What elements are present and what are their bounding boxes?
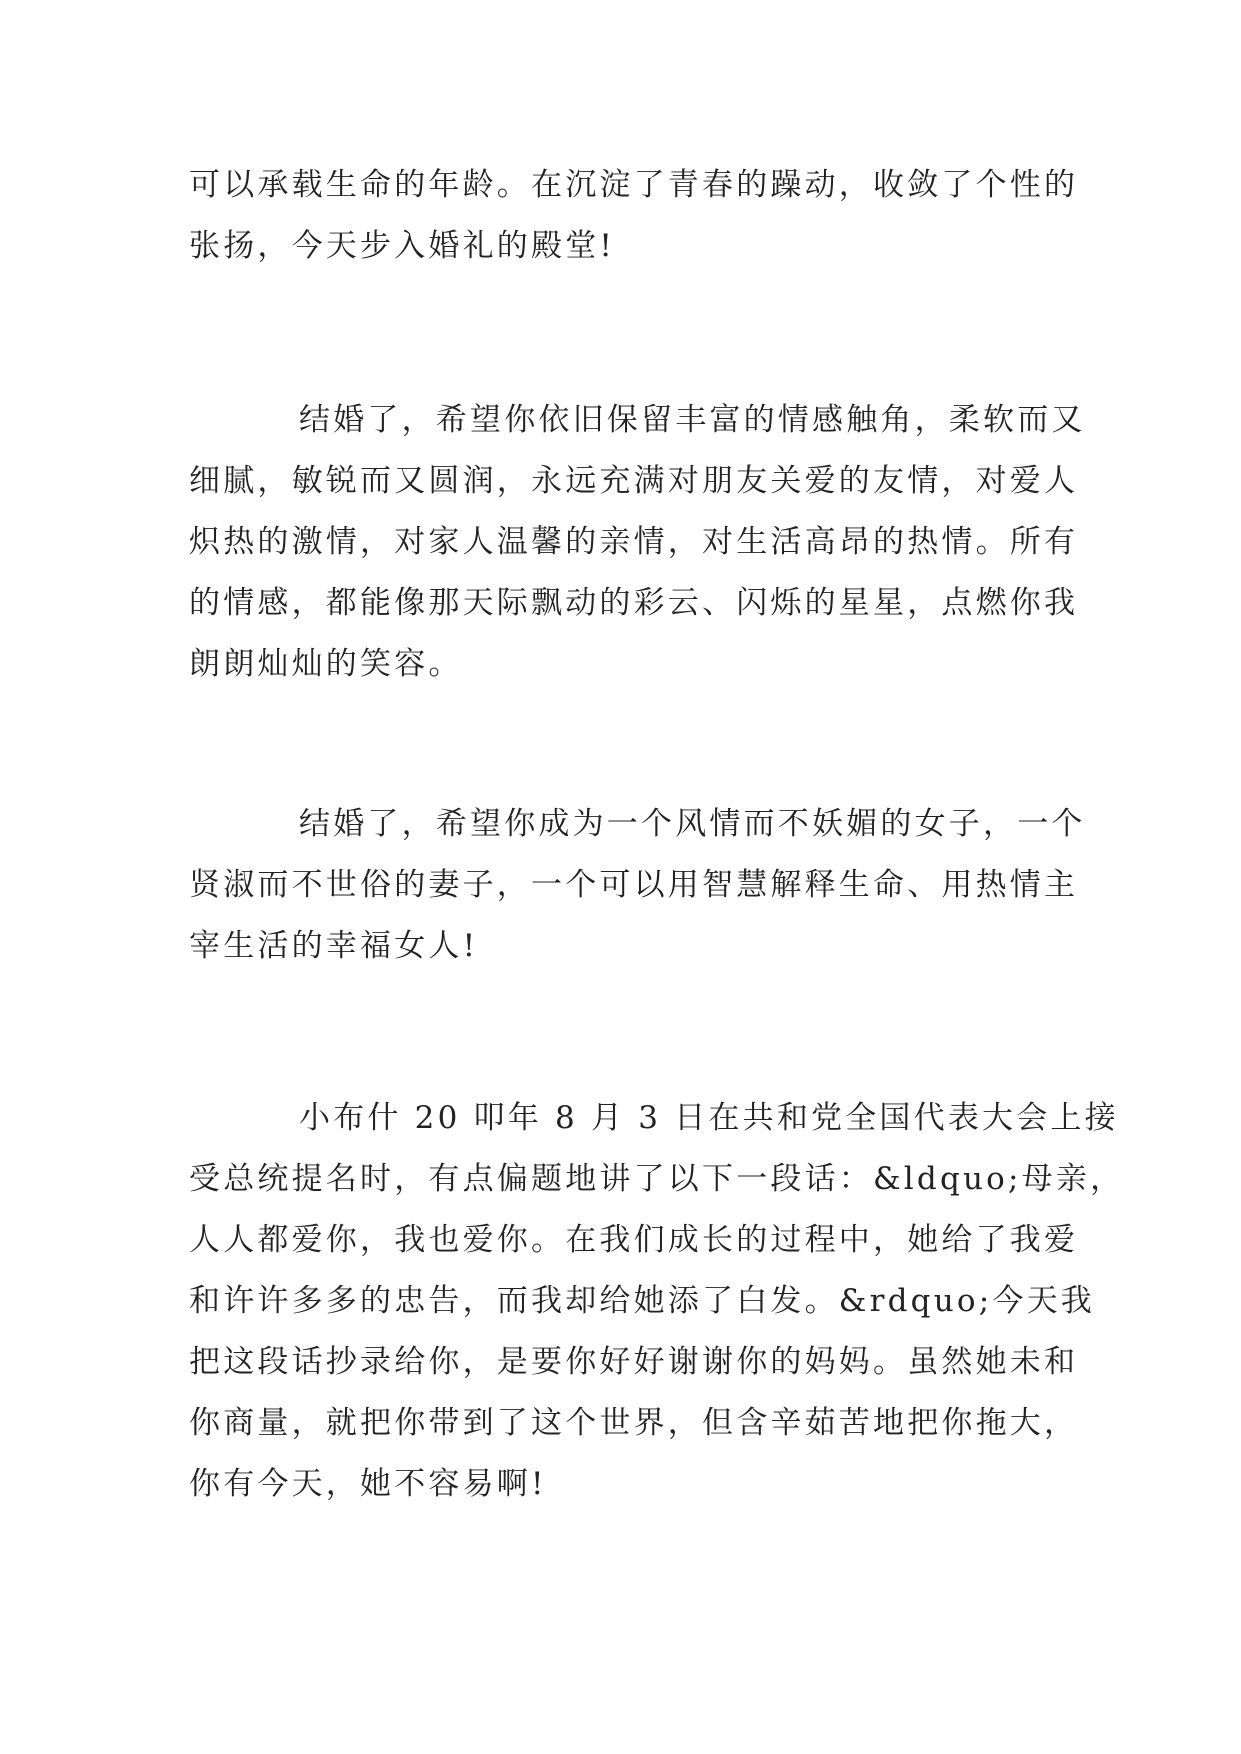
text-line: 结婚了，希望你依旧保留丰富的情感触角，柔软而又 [299, 402, 1086, 438]
text-line: 把这段话抄录给你，是要你好好谢谢你的妈妈。虽然她未和 [189, 1344, 1079, 1380]
text-line: 炽热的激情，对家人温馨的亲情，对生活高昂的热情。所有 [189, 524, 1079, 560]
text-line: 的情感，都能像那天际飘动的彩云、闪烁的星星，点燃你我 [189, 585, 1079, 621]
text-line: 你商量，就把你带到了这个世界，但含辛茹苦地把你拖大， [189, 1405, 1079, 1441]
paragraph-2 [189, 390, 1086, 695]
text-line: 受总统提名时，有点偏题地讲了以下一段话：&ldquo;母亲， [189, 1161, 1125, 1197]
text-line: 张扬，今天步入婚礼的殿堂! [189, 228, 616, 264]
text-line: 可以承载生命的年龄。在沉淀了青春的躁动，收敛了个性的 [189, 167, 1079, 203]
text-line: 朗朗灿灿的笑容。 [189, 646, 463, 682]
text-line: 结婚了，希望你成为一个风情而不妖媚的女子，一个 [299, 806, 1086, 842]
text-line: 小布什 20 叩年 8 月 3 日在共和党全国代表大会上接 [299, 1100, 1119, 1136]
text-line: 和许许多多的忠告，而我却给她添了白发。&rdquo;今天我 [189, 1283, 1095, 1319]
paragraph-4 [189, 1088, 1125, 1515]
text-line: 人人都爱你，我也爱你。在我们成长的过程中，她给了我爱 [189, 1222, 1079, 1258]
text-line: 细腻，敏锐而又圆润，永远充满对朋友关爱的友情，对爱人 [189, 463, 1079, 499]
text-line: 你有今天，她不容易啊! [189, 1466, 547, 1502]
text-line: 宰生活的幸福女人! [189, 928, 479, 964]
text-line: 贤淑而不世俗的妻子，一个可以用智慧解释生命、用热情主 [189, 867, 1079, 903]
paragraph-1 [189, 155, 1079, 277]
paragraph-3 [189, 794, 1086, 977]
